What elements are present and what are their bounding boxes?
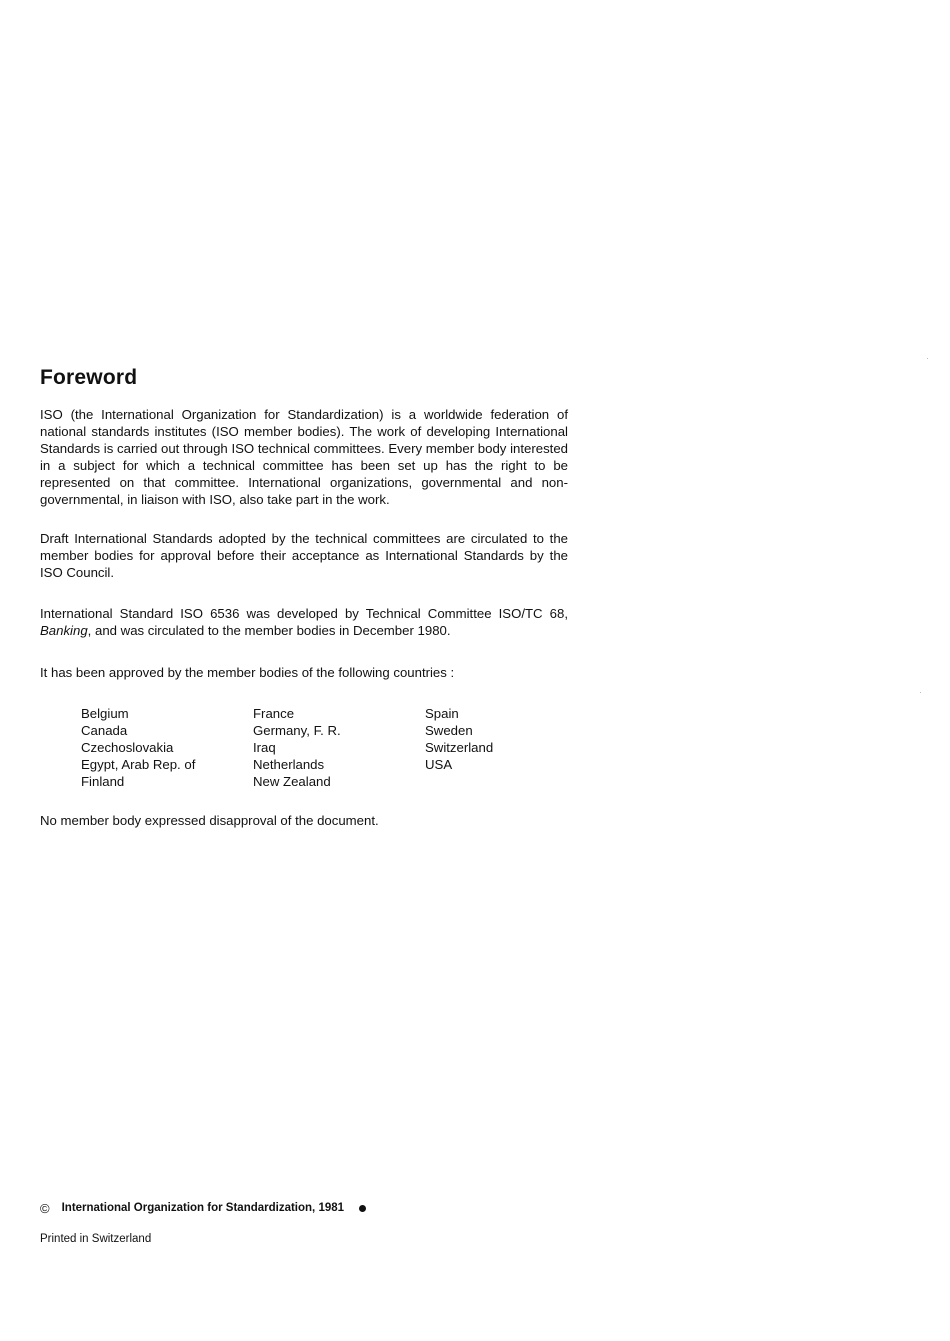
approval-paragraph: It has been approved by the member bodies of the following countries : (40, 665, 455, 680)
page-title: Foreword (40, 366, 138, 389)
country-item: Canada (81, 723, 128, 738)
copyright-line (40, 1201, 366, 1216)
printed-location: Printed in Switzerland (40, 1233, 152, 1245)
scan-speck (920, 692, 921, 693)
intro-paragraph: ISO (the International Organization for Standardization) is a worldwide federation of national standards institutes (ISO member bodies). The work of developing International Standards is carried out through ISO technical committees. Every member body interested in a subject for which a technical committee has been set up has the right to be represented on that committee. International organizations, governmental and non-governmental, in liaison with ISO, also take part in the work. (40, 407, 568, 507)
country-item: USA (425, 757, 453, 772)
country-item: Netherlands (253, 757, 325, 772)
disapproval-paragraph: No member body expressed disapproval of the document. (40, 813, 379, 828)
development-paragraph (40, 605, 568, 639)
country-item: Egypt, Arab Rep. of (81, 757, 196, 772)
country-item: Spain (425, 706, 459, 721)
drafts-paragraph: Draft International Standards adopted by the technical committees are circulated to the member bodies for approval before their acceptance as International Standards by the ISO Council. (40, 531, 568, 580)
copyright-text: International Organization for Standardization, 1981 (61, 1202, 345, 1214)
copyright-icon: © (40, 1201, 50, 1216)
country-item: Finland (81, 774, 125, 789)
country-item: Belgium (81, 706, 129, 721)
country-item: New Zealand (253, 774, 331, 789)
development-text-end: , and was circulated to the member bodies in December 1980. (87, 623, 451, 638)
committee-name: Banking (40, 623, 88, 638)
country-item: Czechoslovakia (81, 740, 174, 755)
country-item: Sweden (425, 723, 473, 738)
country-item: France (253, 706, 295, 721)
country-list (81, 705, 575, 790)
scan-speck (927, 358, 928, 359)
development-text-start: International Standard ISO 6536 was developed by Technical Committee ISO/TC 68, (40, 606, 568, 621)
country-item: Switzerland (425, 740, 494, 755)
bullet-icon (359, 1205, 366, 1212)
country-item: Germany, F. R. (253, 723, 341, 738)
country-item: Iraq (253, 740, 276, 755)
